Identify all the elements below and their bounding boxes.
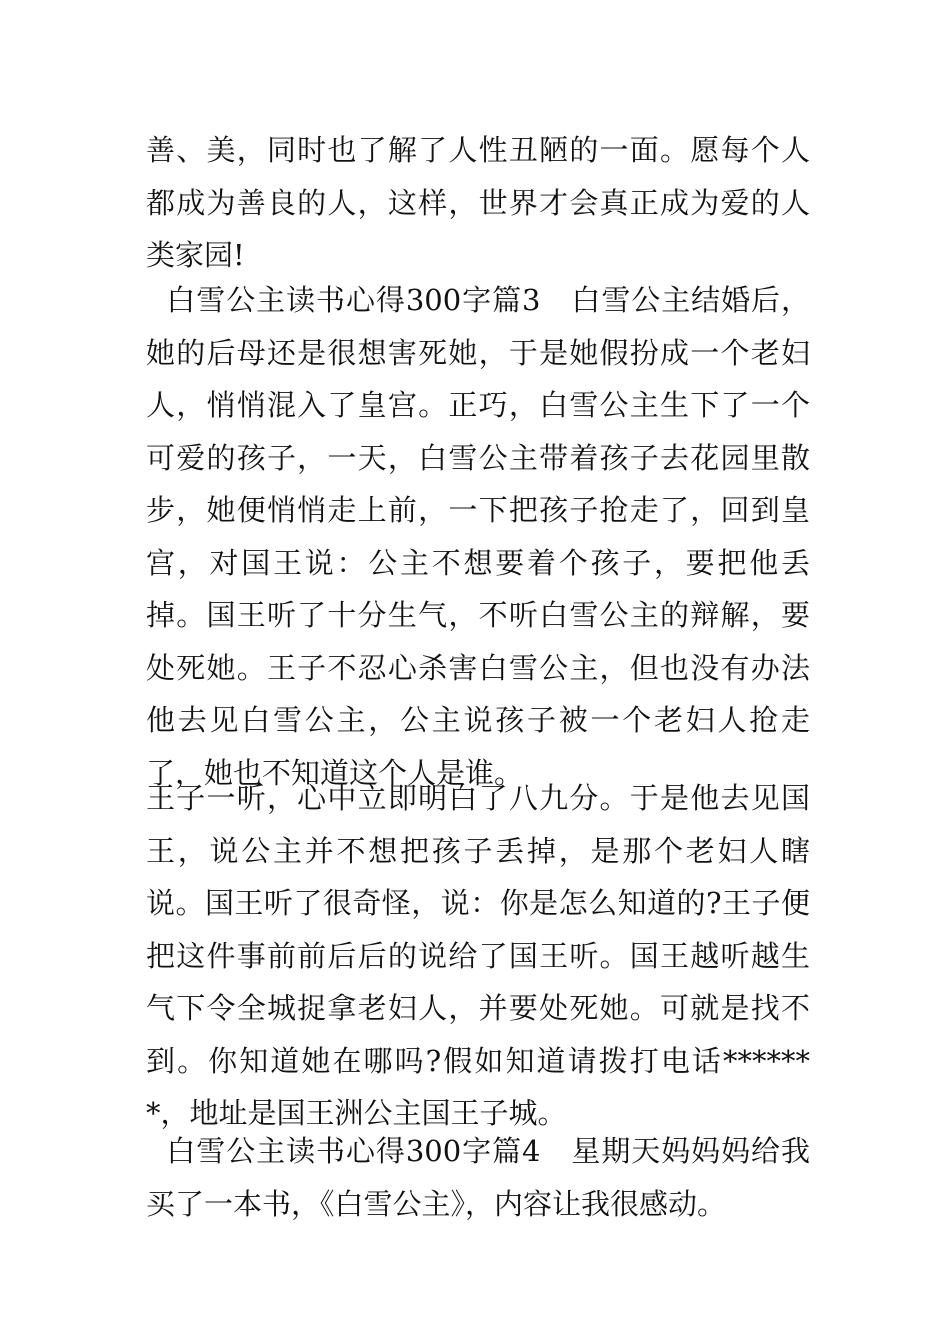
section-heading-4: 白雪公主读书心得300字篇4 — [146, 1134, 541, 1168]
paragraph-4-text: 星期天妈妈妈给我买了一本书，《白雪公主》，内容让我很感动。 — [146, 1134, 810, 1221]
paragraph-3-text: 王子一听，心中立即明白了八九分。于是他去见国王，说公主并不想把孩子丢掉，是那个老妇人瞎说。国王听了很奇怪，说：你是怎么知道的?王子便把这件事前前后后的说给了国王听。国王越听越生气下令全城捉拿老妇人，并要处死她。可就是找不到。你知道她在哪吗?假如知道请拨打电话*******，地址是国王洲公主国王子城。 — [146, 781, 810, 1130]
paragraph-1 — [146, 124, 810, 282]
paragraph-2 — [146, 274, 810, 799]
paragraph-3 — [146, 772, 810, 1140]
paragraph-1-text: 善、美，同时也了解了人性丑陋的一面。愿每个人都成为善良的人，这样，世界才会真正成为爱的人类家园! — [146, 133, 810, 272]
paragraph-4 — [146, 1125, 810, 1230]
section-heading-3: 白雪公主读书心得300字篇3 — [146, 283, 541, 317]
paragraph-2-text: 白雪公主结婚后，她的后母还是很想害死她，于是她假扮成一个老妇人，悄悄混入了皇宫。正巧，白雪公主生下了一个可爱的孩子，一天，白雪公主带着孩子去花园里散步，她便悄悄走上前，一下把孩子抢走了，回到皇宫，对国王说：公主不想要着个孩子，要把他丢掉。国王听了十分生气，不听白雪公主的辩解，要处死她。王子不忍心杀害白雪公主，但也没有办法他去见白雪公主，公主说孩子被一个老妇人抢走了，她也不知道这个人是谁。 — [146, 283, 810, 790]
